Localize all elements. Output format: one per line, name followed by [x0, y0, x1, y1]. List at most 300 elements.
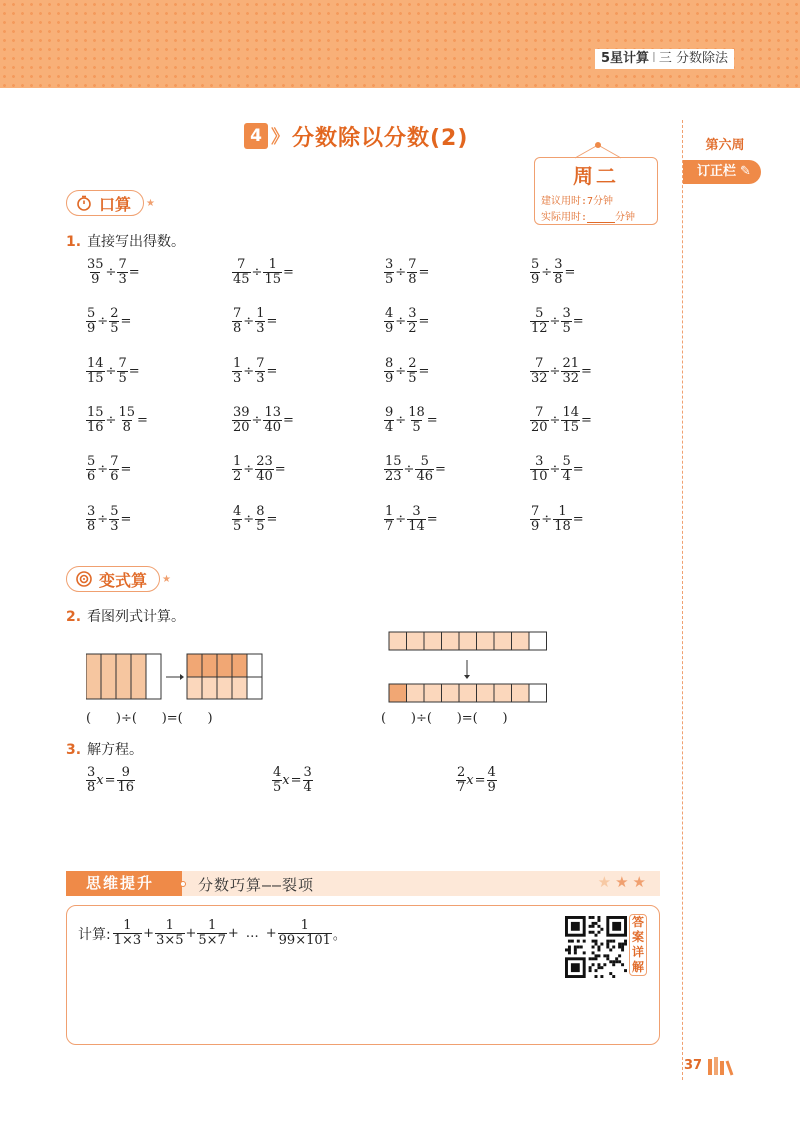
- exercise-item[interactable]: [530, 406, 593, 435]
- numerator: 7: [237, 257, 246, 272]
- thinking-banner: [66, 871, 660, 896]
- blanks-left[interactable]: ( )÷( )=( ): [86, 711, 213, 726]
- divisor-fraction: [561, 406, 580, 435]
- numerator: 7: [256, 356, 265, 371]
- denominator: 12: [531, 321, 548, 336]
- denominator: 40: [256, 469, 273, 484]
- numerator: 9: [121, 765, 130, 780]
- numerator: 7: [118, 356, 127, 371]
- denominator: 15: [264, 272, 281, 287]
- divide-sign: ÷: [395, 314, 407, 329]
- actual-label: 实际用时:: [541, 212, 588, 223]
- divide-sign: ÷: [243, 314, 255, 329]
- equals-sign: =: [418, 364, 430, 379]
- equals-sign: =: [474, 773, 486, 788]
- section-variant: [66, 566, 171, 592]
- term-fraction: [197, 919, 226, 948]
- equals-sign: =: [581, 364, 592, 379]
- dividend-fraction: [232, 307, 242, 336]
- numerator: 1: [233, 454, 242, 469]
- denominator: 9: [531, 519, 540, 534]
- denominator: 6: [110, 469, 119, 484]
- numerator: 1: [233, 356, 242, 371]
- page-number: 37: [684, 1058, 703, 1073]
- numerator: 7: [118, 257, 127, 272]
- rhs-fraction: [303, 766, 313, 795]
- exercise-item[interactable]: [530, 505, 585, 534]
- equals-sign: =: [418, 265, 430, 280]
- numerator: 14: [87, 356, 104, 371]
- exercise-item[interactable]: [86, 505, 132, 534]
- numerator: 1: [300, 918, 309, 933]
- books-icon: [708, 1056, 736, 1076]
- plus-sign: +: [265, 926, 277, 941]
- numerator: 9: [385, 405, 394, 420]
- denominator: 5: [110, 321, 119, 336]
- dividend-fraction: [232, 258, 251, 287]
- chapter-label: [595, 49, 734, 69]
- numerator: 7: [535, 356, 544, 371]
- last-term-fraction: [278, 919, 332, 948]
- numerator: 3: [535, 454, 544, 469]
- divide-sign: ÷: [243, 364, 255, 379]
- period: 。: [332, 928, 346, 943]
- denominator: 8: [233, 321, 242, 336]
- divide-sign: ÷: [549, 462, 561, 477]
- numerator: 5: [87, 454, 96, 469]
- dividend-fraction: [86, 455, 96, 484]
- divide-sign: ÷: [97, 512, 109, 527]
- dividend-fraction: [530, 455, 549, 484]
- denominator: 9: [487, 780, 496, 795]
- lesson-title: [244, 119, 468, 153]
- denominator: 6: [87, 469, 96, 484]
- target-icon: [75, 570, 93, 588]
- numerator: 1: [256, 306, 265, 321]
- equals-sign: =: [266, 314, 278, 329]
- question-number: 1.: [66, 234, 82, 250]
- equals-sign: =: [426, 512, 438, 527]
- question-number: 3.: [66, 742, 82, 758]
- correction-divider: [682, 120, 683, 1080]
- exercise-item[interactable]: [86, 258, 141, 287]
- dividend-fraction: [530, 307, 549, 336]
- actual-time: [541, 208, 635, 223]
- dividend-fraction: [384, 505, 394, 534]
- arrow-down-icon: [464, 675, 470, 679]
- numerator: 35: [87, 257, 104, 272]
- exercise-item[interactable]: [530, 258, 576, 287]
- denominator: 5: [562, 321, 571, 336]
- equals-sign: =: [266, 364, 278, 379]
- question-1: [66, 231, 185, 251]
- numerator: 1: [165, 918, 174, 933]
- dividend-fraction: [232, 357, 242, 386]
- divide-sign: ÷: [403, 462, 415, 477]
- header-separator: Ⅰ: [652, 51, 656, 66]
- divide-sign: ÷: [251, 265, 263, 280]
- divisor-fraction: [407, 357, 417, 386]
- arrow-right-icon: [180, 674, 184, 680]
- term-fraction: [155, 919, 184, 948]
- denominator: 5: [256, 519, 265, 534]
- chevron-icon: 》: [271, 127, 289, 148]
- divisor-fraction: [263, 406, 282, 435]
- rhs-fraction: [487, 766, 497, 795]
- dividend-fraction: [232, 505, 242, 534]
- divide-sign: ÷: [105, 413, 117, 428]
- question-text: 直接写出得数。: [87, 234, 186, 250]
- dividend-fraction: [86, 357, 105, 386]
- numerator: 3: [385, 257, 394, 272]
- divide-sign: ÷: [97, 314, 109, 329]
- divisor-fraction: [407, 406, 426, 435]
- equals-sign: =: [581, 413, 592, 428]
- denominator: 9: [385, 371, 394, 386]
- variable-x: x: [282, 773, 290, 788]
- denominator: 4: [303, 780, 312, 795]
- denominator: 5: [233, 519, 242, 534]
- exercise-item[interactable]: [232, 357, 278, 386]
- plus-sign: +: [185, 926, 197, 941]
- actual-time-blank[interactable]: [587, 213, 615, 223]
- lesson-number: 4: [244, 123, 268, 149]
- denominator: 16: [87, 420, 104, 435]
- divide-sign: ÷: [549, 413, 561, 428]
- denominator: 3: [233, 371, 242, 386]
- coefficient-fraction: [86, 766, 96, 795]
- dividend-fraction: [86, 258, 105, 287]
- plus-sign: +: [143, 926, 155, 941]
- numerator: 2: [110, 306, 119, 321]
- dividend-fraction: [384, 307, 394, 336]
- divide-sign: ÷: [105, 265, 117, 280]
- denominator: 23: [385, 469, 402, 484]
- denominator: 45: [233, 272, 250, 287]
- divide-sign: ÷: [395, 364, 407, 379]
- exercise-item[interactable]: [530, 307, 585, 336]
- exercise-item[interactable]: [86, 455, 132, 484]
- numerator: 1: [385, 504, 394, 519]
- numerator: 3: [412, 504, 421, 519]
- divisor-fraction: [407, 307, 417, 336]
- dividend-fraction: [384, 406, 394, 435]
- numerator: 2: [457, 765, 466, 780]
- equals-sign: =: [435, 462, 446, 477]
- denominator: 9: [385, 321, 394, 336]
- numerator: 5: [535, 306, 544, 321]
- stars-icon: ★★★: [597, 873, 650, 891]
- denominator: 9: [531, 272, 540, 287]
- coefficient-fraction: [456, 766, 466, 795]
- lesson-title-text: 分数除以分数(2): [292, 125, 469, 151]
- denominator: 15: [562, 420, 579, 435]
- exercise-item[interactable]: [232, 307, 278, 336]
- denominator: 40: [264, 420, 281, 435]
- section-oral-calc: [66, 190, 155, 216]
- equals-sign: =: [120, 462, 132, 477]
- numerator: 7: [535, 405, 544, 420]
- divisor-fraction: [109, 505, 119, 534]
- equation[interactable]: [272, 766, 313, 795]
- numerator: 3: [87, 765, 96, 780]
- exercise-item[interactable]: [86, 307, 132, 336]
- dividend-fraction: [530, 406, 549, 435]
- suggest-time: 7分钟: [587, 196, 614, 207]
- exercise-item[interactable]: [384, 357, 430, 386]
- fraction-diagram-left: [86, 652, 266, 702]
- exercise-item[interactable]: [384, 307, 430, 336]
- suggested-time: [541, 192, 613, 207]
- dividend-fraction: [384, 455, 403, 484]
- denominator: 5: [273, 780, 282, 795]
- section-pill: [66, 566, 160, 592]
- answer-detail-label[interactable]: 答案详解: [629, 914, 647, 976]
- equals-sign: =: [266, 512, 278, 527]
- divide-sign: ÷: [105, 364, 117, 379]
- denominator: 18: [554, 519, 571, 534]
- denominator: 9: [91, 272, 100, 287]
- denominator: 32: [562, 371, 579, 386]
- equals-sign: =: [137, 413, 148, 428]
- divisor-fraction: [407, 258, 417, 287]
- calc-label: 计算:: [78, 926, 111, 943]
- correction-column-tag: [683, 160, 761, 184]
- divisor-fraction: [109, 307, 119, 336]
- exercise-item[interactable]: [232, 455, 287, 484]
- divide-sign: ÷: [97, 462, 109, 477]
- numerator: 2: [408, 356, 417, 371]
- divide-sign: ÷: [395, 413, 407, 428]
- equation[interactable]: [86, 766, 135, 795]
- equation[interactable]: [456, 766, 497, 795]
- denominator: 20: [531, 420, 548, 435]
- day-label: 周二: [573, 164, 619, 188]
- day-schedule-card: [534, 157, 658, 225]
- divisor-fraction: [415, 455, 434, 484]
- denominator: 4: [385, 420, 394, 435]
- numerator: 3: [408, 306, 417, 321]
- equals-sign: =: [283, 265, 294, 280]
- qr-code-icon[interactable]: [565, 916, 627, 978]
- dividend-fraction: [232, 406, 251, 435]
- coefficient-fraction: [272, 766, 282, 795]
- diagram-first-bar: [86, 654, 161, 699]
- equals-sign: =: [418, 314, 430, 329]
- correction-label: 订正栏: [697, 164, 737, 179]
- denominator: 3: [256, 321, 265, 336]
- question-number: 2.: [66, 609, 82, 625]
- question-text: 看图列式计算。: [87, 609, 186, 625]
- denominator: 2: [408, 321, 417, 336]
- actual-unit: 分钟: [615, 212, 636, 223]
- denominator: 5×7: [198, 933, 226, 948]
- denominator: 9: [87, 321, 96, 336]
- divide-sign: ÷: [395, 512, 407, 527]
- numerator: 15: [118, 405, 135, 420]
- denominator: 8: [554, 272, 563, 287]
- plus-sign: +: [227, 926, 239, 941]
- numerator: 8: [256, 504, 265, 519]
- numerator: 1: [123, 918, 132, 933]
- dividend-fraction: [530, 505, 540, 534]
- equals-sign: =: [274, 462, 286, 477]
- hanger-icon: [591, 142, 605, 158]
- exercise-item[interactable]: [530, 455, 585, 484]
- diagram-second-bar: [187, 654, 262, 699]
- numerator: 7: [110, 454, 119, 469]
- divisor-fraction: [263, 258, 282, 287]
- denominator: 2: [233, 469, 242, 484]
- blanks-right[interactable]: ( )÷( )=( ): [381, 711, 508, 726]
- chapter-name: 三 分数除法: [658, 51, 728, 66]
- section-pill: [66, 190, 144, 216]
- divisor-fraction: [561, 357, 580, 386]
- divide-sign: ÷: [541, 265, 553, 280]
- divisor-fraction: [561, 455, 571, 484]
- section-title: 口算: [99, 194, 132, 214]
- denominator: 10: [531, 469, 548, 484]
- numerator: 1: [558, 504, 567, 519]
- series-name: 5星计算: [600, 51, 650, 66]
- numerator: 18: [408, 405, 425, 420]
- term-fraction: [113, 919, 142, 948]
- numerator: 3: [554, 257, 563, 272]
- exercise-item[interactable]: [232, 406, 295, 435]
- numerator: 13: [264, 405, 281, 420]
- exercise-item[interactable]: [86, 406, 149, 435]
- dividend-fraction: [86, 505, 96, 534]
- divisor-fraction: [117, 357, 127, 386]
- diagram-top-bar: [389, 632, 547, 650]
- denominator: 5: [385, 272, 394, 287]
- numerator: 15: [87, 405, 104, 420]
- denominator: 16: [117, 780, 135, 795]
- divide-sign: ÷: [541, 512, 553, 527]
- numerator: 21: [562, 356, 579, 371]
- numerator: 4: [487, 765, 496, 780]
- week-label: 第六周: [705, 138, 745, 153]
- denominator: 3×5: [156, 933, 184, 948]
- dividend-fraction: [530, 258, 540, 287]
- numerator: 3: [562, 306, 571, 321]
- numerator: 4: [385, 306, 394, 321]
- divisor-fraction: [255, 505, 265, 534]
- exercise-item[interactable]: [384, 258, 430, 287]
- denominator: 32: [531, 371, 548, 386]
- numerator: 5: [87, 306, 96, 321]
- divisor-fraction: [255, 357, 265, 386]
- denominator: 15: [87, 371, 104, 386]
- denominator: 5: [408, 371, 417, 386]
- exercise-item[interactable]: [530, 357, 593, 386]
- diagram-bottom-bar: [389, 684, 547, 702]
- numerator: 4: [233, 504, 242, 519]
- exercise-item[interactable]: [384, 455, 447, 484]
- numerator: 14: [562, 405, 579, 420]
- denominator: 20: [233, 420, 250, 435]
- dividend-fraction: [530, 357, 549, 386]
- equals-sign: =: [128, 364, 140, 379]
- numerator: 4: [273, 765, 282, 780]
- equals-sign: =: [572, 314, 584, 329]
- denominator: 8: [122, 420, 131, 435]
- equals-sign: =: [572, 462, 584, 477]
- equals-sign: =: [290, 773, 302, 788]
- numerator: 7: [531, 504, 540, 519]
- numerator: 7: [233, 306, 242, 321]
- divisor-fraction: [561, 307, 571, 336]
- dot-icon: [180, 881, 186, 887]
- denominator: 8: [87, 519, 96, 534]
- numerator: 7: [408, 257, 417, 272]
- divide-sign: ÷: [549, 364, 561, 379]
- suggest-label: 建议用时:: [541, 196, 588, 207]
- numerator: 8: [385, 356, 394, 371]
- numerator: 39: [233, 405, 250, 420]
- denominator: 7: [457, 780, 466, 795]
- numerator: 1: [268, 257, 277, 272]
- rhs-fraction: [117, 766, 136, 795]
- equals-sign: =: [564, 265, 576, 280]
- exercise-item[interactable]: [384, 505, 439, 534]
- divisor-fraction: [407, 505, 426, 534]
- question-text: 解方程。: [87, 742, 144, 758]
- equals-sign: =: [572, 512, 584, 527]
- equals-sign: =: [128, 265, 140, 280]
- star-icon: ★: [146, 197, 155, 209]
- denominator: 5: [118, 371, 127, 386]
- divisor-fraction: [109, 455, 119, 484]
- calc-problem: [78, 919, 347, 948]
- denominator: 4: [562, 469, 571, 484]
- equals-sign: =: [120, 512, 132, 527]
- exercise-item[interactable]: [232, 258, 295, 287]
- divide-sign: ÷: [251, 413, 263, 428]
- denominator: 99×101: [278, 933, 331, 948]
- equals-sign: =: [426, 413, 438, 428]
- exercise-item[interactable]: [384, 406, 439, 435]
- divisor-fraction: [553, 258, 563, 287]
- denominator: 3: [118, 272, 127, 287]
- denominator: 7: [385, 519, 394, 534]
- divide-sign: ÷: [549, 314, 561, 329]
- numerator: 5: [110, 504, 119, 519]
- pencil-icon: ✎: [740, 164, 751, 179]
- numerator: 23: [256, 454, 273, 469]
- divide-sign: ÷: [395, 265, 407, 280]
- equals-sign: =: [283, 413, 294, 428]
- numerator: 5: [531, 257, 540, 272]
- numerator: 15: [385, 454, 402, 469]
- numerator: 1: [207, 918, 217, 933]
- thinking-tag: 思维提升: [66, 871, 182, 896]
- denominator: 46: [416, 469, 433, 484]
- stopwatch-icon: [75, 194, 93, 212]
- exercise-item[interactable]: [232, 505, 278, 534]
- ellipsis: …: [245, 926, 259, 941]
- section-title: 变式算: [99, 570, 148, 590]
- divisor-fraction: [255, 307, 265, 336]
- denominator: 14: [408, 519, 425, 534]
- divide-sign: ÷: [243, 462, 255, 477]
- dividend-fraction: [86, 307, 96, 336]
- thinking-subtitle: 分数巧算——裂项: [198, 876, 315, 894]
- exercise-item[interactable]: [86, 357, 141, 386]
- divisor-fraction: [553, 505, 572, 534]
- numerator: 5: [420, 454, 429, 469]
- page-header-band: [0, 0, 800, 88]
